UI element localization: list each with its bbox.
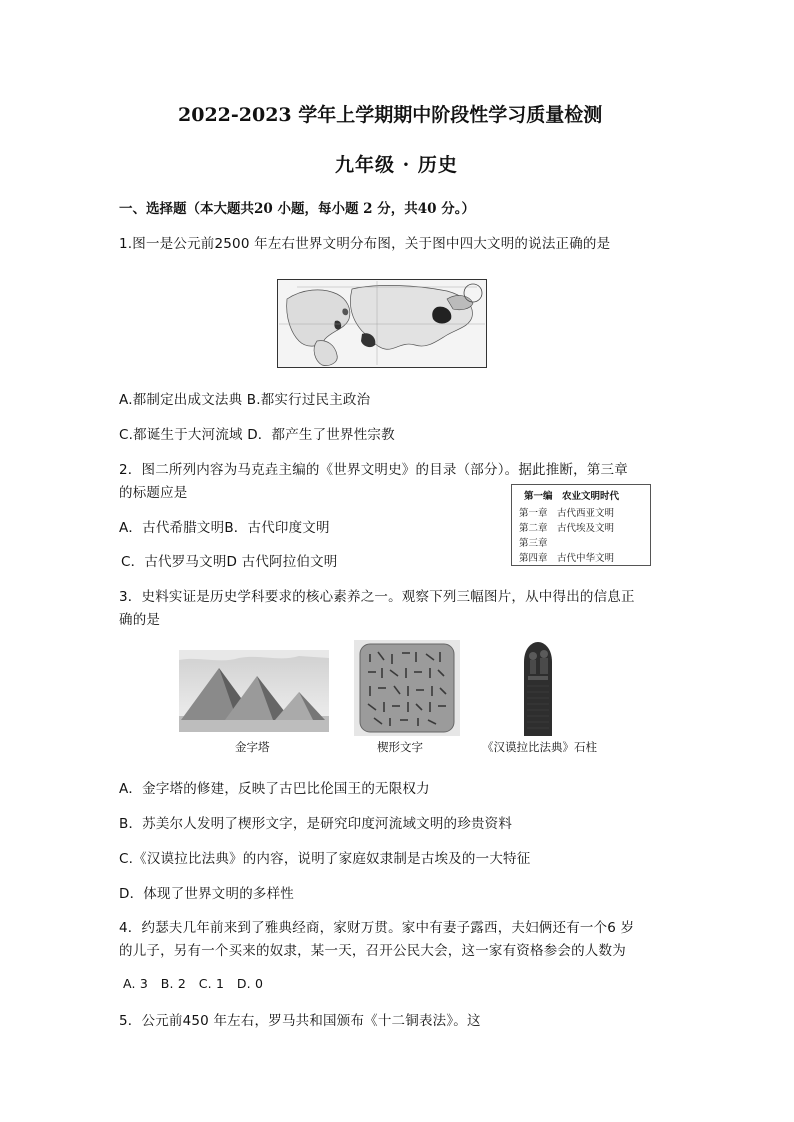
pyramid-image <box>179 650 329 732</box>
toc-chapter-3: 第三章 <box>519 538 548 549</box>
q1-stem: 1.图一是公元前2500 年左右世界文明分布图，关于图中四大文明的说法正确的是 <box>119 236 611 252</box>
q3-option-a: A．金字塔的修建，反映了古巴比伦国王的无限权力 <box>119 781 430 797</box>
toc-head: 第一编 农业文明时代 <box>524 491 620 502</box>
q2-stem-line1: 2．图二所列内容为马克垚主编的《世界文明史》的目录（部分）。据此推断，第三章 <box>119 462 628 478</box>
q3-option-d: D．体现了世界文明的多样性 <box>119 886 294 902</box>
q1-options-cd: C.都诞生于大河流域 D．都产生了世界性宗教 <box>119 427 395 443</box>
caption-pyramid: 金字塔 <box>235 740 270 754</box>
q1-options-ab: A.都制定出成文法典 B.都实行过民主政治 <box>119 392 371 408</box>
q5-stem: 5．公元前450 年左右，罗马共和国颁布《十二铜表法》。这 <box>119 1013 481 1029</box>
toc-chapter-4: 第四章 古代中华文明 <box>519 553 615 564</box>
q3-option-c: C.《汉谟拉比法典》的内容，说明了家庭奴隶制是古埃及的一大特征 <box>119 851 531 867</box>
cuneiform-tablet-image <box>354 640 460 736</box>
exam-title: 2022-2023 学年上学期期中阶段性学习质量检测 <box>178 104 603 126</box>
q3-stem-line1: 3．史料实证是历史学科要求的核心素养之一。观察下列三幅图片，从中得出的信息正 <box>119 589 635 605</box>
q3-stem-line2: 确的是 <box>119 612 161 628</box>
world-civilization-map <box>277 279 487 368</box>
caption-cuneiform: 楔形文字 <box>377 740 423 754</box>
exam-subtitle: 九年级 · 历史 <box>335 154 458 176</box>
q4-options: A. 3 B. 2 C. 1 D. 0 <box>123 976 264 991</box>
toc-figure <box>511 484 651 566</box>
q4-stem-line2: 的儿子，另有一个买来的奴隶，某一天，召开公民大会，这一家有资格参会的人数为 <box>119 943 626 959</box>
q4-stem-line1: 4．约瑟夫几年前来到了雅典经商，家财万贯。家中有妻子露西，夫妇俩还有一个6 岁 <box>119 920 635 936</box>
caption-stele: 《汉谟拉比法典》石柱 <box>482 740 597 754</box>
q3-option-b: B．苏美尔人发明了楔形文字，是研究印度河流域文明的珍贵资料 <box>119 816 513 832</box>
hammurabi-stele-image <box>518 640 558 736</box>
toc-chapter-2: 第二章 古代埃及文明 <box>519 523 615 534</box>
q2-stem-line2: 的标题应是 <box>119 485 188 501</box>
section-heading: 一、选择题（本大题共20 小题，每小题 2 分，共40 分。） <box>119 201 476 217</box>
q2-options-cd: C．古代罗马文明D 古代阿拉伯文明 <box>121 554 338 570</box>
q2-options-ab: A．古代希腊文明B．古代印度文明 <box>119 520 330 536</box>
toc-chapter-1: 第一章 古代西亚文明 <box>519 508 615 519</box>
